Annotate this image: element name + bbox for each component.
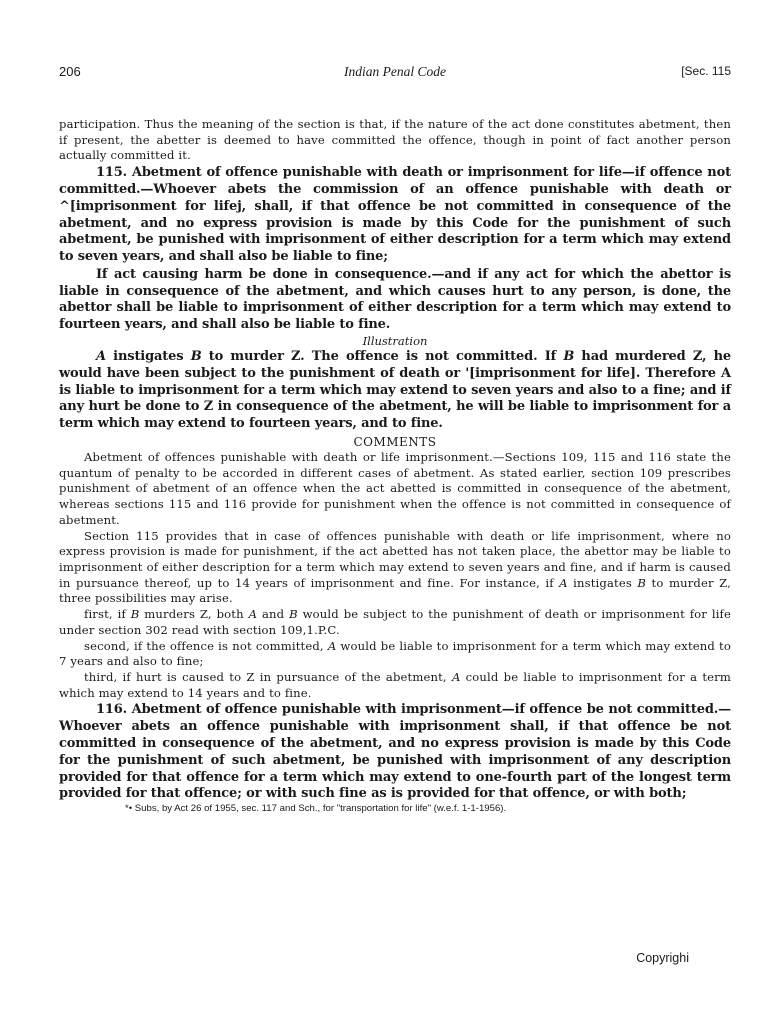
- illus-name-a: A: [96, 349, 106, 365]
- illus-text-2: to murder Z. The offence is not committed. If: [201, 349, 564, 365]
- c2-name-a: A: [559, 575, 568, 590]
- c3-text-d: would be subject to the punishment of death or imprisonment for life under section 302 read with section 109,1.P.C.: [59, 607, 732, 637]
- page-body: [59, 117, 731, 815]
- illustration-text: [59, 349, 731, 433]
- illus-text-3: had murdered Z, he would have been subject to the punishment of death or '[imprisonment for life]. Therefore A is liable to imprisonment for a term which may extend to seven years and also to a fine; and if any hurt be done to Z in consequence of the abetment, he will be liable to imprisonment for a term which may extend to fourteen years, and to fine.: [59, 349, 732, 432]
- comment-2: [59, 529, 731, 608]
- comment-1: Abetment of offences punishable with death or life imprisonment.—Sections 109, 115 and 116 state the quantum of penalty to be accorded in different cases of abetment. As stated earlier, section 109 prescribes punishment of abetment of an offence when the act abetted is committed in consequence of the abetment, whereas sections 115 and 116 provide for punishment when the offence is not committed in consequence of abetment.: [59, 450, 731, 527]
- c3-name-a: A: [248, 607, 258, 622]
- c3-name-b: B: [130, 607, 140, 622]
- illus-name-b2: B: [563, 349, 575, 365]
- c4-text-a: second, if the offence is not committed,: [84, 638, 328, 653]
- section-reference: [Sec. 115: [681, 64, 731, 78]
- copyright-footer: Copyrighi: [636, 951, 689, 965]
- illus-name-b: B: [190, 349, 202, 365]
- continued-paragraph: participation. Thus the meaning of the section is that, if the nature of the act done constitutes abetment, then if present, the abetter is deemed to have committed the offence, though in point of fact another person actually committed it.: [59, 117, 731, 163]
- page-number: 206: [59, 64, 81, 79]
- c3-text-c: and: [257, 607, 290, 622]
- comment-3: [59, 607, 731, 638]
- comment-4: [59, 639, 731, 670]
- running-title: Indian Penal Code: [344, 64, 446, 79]
- c4-name-a: A: [327, 638, 337, 653]
- c5-text-b: could be liable to imprisonment for a term which may extend to 14 years and to fine.: [59, 669, 731, 700]
- section-115-heading: 115. Abetment of offence punishable with death or imprisonment for life—if offence not committed.—: [59, 165, 731, 197]
- comment-5: [59, 670, 731, 701]
- section-115-proviso: If act causing harm be done in consequence.—and if any act for which the abettor is liable in consequence of the abetment, and which causes hurt to any person, is done, the abettor shall be liable to imprisonment of either description for a term which may extend to fourteen years, and shall also be liable to fine.: [59, 266, 731, 333]
- c3-name-b2: B: [289, 607, 298, 622]
- section-116-text: Whoever abets an offence punishable with imprisonment shall, if that offence be not committed in consequence of the abetment, and no express provision is made by this Code for the punishment of such abetment, be punished with imprisonment of any description provided for that offence for a term which may extend to one-fourth part of the longest term provided for that offence; or with such fine as is provided for that offence, or with both;: [59, 719, 731, 802]
- c4-text-b: would be liable to imprisonment for a term which may extend to 7 years and also to fine;: [59, 638, 731, 669]
- illus-text-1: instigates: [105, 349, 191, 365]
- c3-text-a: first, if: [84, 607, 131, 622]
- c2-name-b: B: [637, 575, 647, 590]
- c2-text-b: instigates: [567, 575, 638, 590]
- c5-name-a: A: [451, 669, 461, 684]
- section-115: [59, 165, 731, 266]
- page-header: [59, 64, 731, 82]
- footnote: *• Subs, by Act 26 of 1955, sec. 117 and Sch., for "transportation for life" (w.e.f. 1-1-1956).: [125, 803, 507, 815]
- section-116: [59, 702, 731, 803]
- section-115-text: Whoever abets the commission of an offence punishable with death or ^[imprisonment for lifej, shall, if that offence be not committed in consequence of the abetment, and no express provision is made by this Code for the punishment of such abetment, be punished with imprisonment of either description for a term which may extend to seven years, and shall also be liable to fine;: [59, 181, 731, 265]
- illustration-label: Illustration: [362, 334, 428, 349]
- c5-text-a: third, if hurt is caused to Z in pursuance of the abetment,: [84, 669, 452, 684]
- c2-text-c: to murder Z, three possibilities may arise.: [59, 575, 731, 606]
- c3-text-b: murders Z, both: [139, 607, 249, 622]
- c2-text-a: Section 115 provides that in case of offences punishable with death or life imprisonment, where no express provision is made for punishment, if the act abetted has not taken place, the abettor may be liable to imprisonment of either description for a term which may extend to seven years and fine, and if harm is caused in pursuance thereof, up to 14 years of imprisonment and fine. For instance, if: [59, 528, 731, 590]
- comments-heading: COMMENTS: [353, 435, 437, 450]
- section-116-heading: 116. Abetment of offence punishable with imprisonment—if offence be not committed.—: [96, 702, 731, 718]
